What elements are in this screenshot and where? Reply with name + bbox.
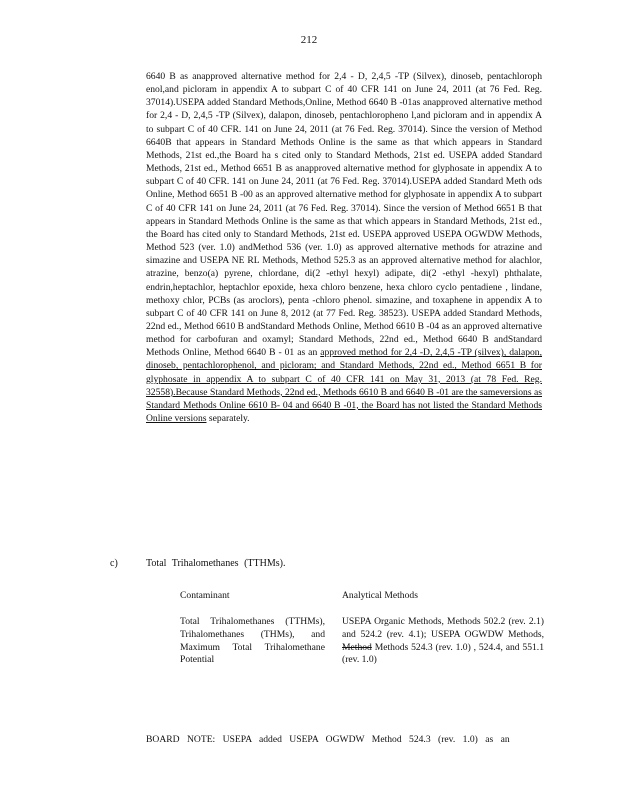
table-header-contaminant: Contaminant xyxy=(180,590,230,601)
methods-text-before: USEPA Organic Methods, Methods 502.2 (rev. 2.1) and 524.2 (rev. 4.1); USEPA OGWDW Methods, xyxy=(342,616,544,640)
note-tail-text: separately. xyxy=(208,413,250,425)
note-underlined-text: approved method for 2,4 -D, 2,4,5 -TP (silvex), dalapon, dinoseb, pentachlorophenol, and picloram; and Standard Methods, 22nd ed., Method 6651 B for glyphosate in appendix A to subpart C of 40 CFR 141 on May 31, 2013 (at 78 Fed. Reg. 32558).Because Standard Methods, 22nd ed., Methods 6610 B and 6640 B -01 are the sameversions as Standard Methods Online 6610 B- 04 and 6640 B -01, the Board has not listed the Standard Methods Online versions xyxy=(146,347,543,425)
board-note-line: BOARD NOTE: USEPA added USEPA OGWDW Method 524.3 (rev. 1.0) as an xyxy=(146,734,510,745)
table-header-methods: Analytical Methods xyxy=(342,590,418,601)
methods-text-after: Methods 524.3 (rev. 1.0) , 524.4, and 551.1 (rev. 1.0) xyxy=(342,641,544,666)
board-note-paragraph xyxy=(146,70,542,425)
note-plain-text: 6640 B as anapproved alternative method for 2,4 - D, 2,4,5 -TP (Silvex), dinoseb, pentachloroph enol,and picloram in appendix A to subpart C of 40 CFR 141 on June 24, 2011 (at 76 Fed. Reg. 37014).USEPA added Standard Methods,Online, Method 6640 B -01as anapproved alternative method for 2,4 - D, 2,4,5 -TP (Silvex), dalapon, dinoseb, pentachloropheno l,and picloram and in appendix A to subpart C of 40 CFR. 141 on June 24, 2011 (at 76 Fed. Reg. 37014). Since the version of Method 6640B that appears in Standard Methods Online is the same as that which appears in Standard Methods, 21st ed.,the Board ha s cited only to Standard Methods, 21st ed. USEPA added Standard Methods, 21st ed., Method 6651 B as anapproved alternative method for glyphosate in appendix A to subpart C of 40 CFR. 141 on June 24, 2011 (at 76 Fed. Reg. 37014).USEPA added Standard Meth ods Online, Method 6651 B -00 as an approved alternative method for glyphosate in appendix A to subpart C of 40 CFR 141 on June 24, 2011 (at 76 Fed. Reg. 37014). Since the version of Method 6651 B that appears in Standard Methods Online is the same as that which appears in Standard Methods, 21st ed., the Board has cited only to Standard Methods, 21st ed. USEPA approved USEPA OGWDW Methods, Method 523 (ver. 1.0) andMethod 536 (ver. 1.0) as approved alternative methods for atrazine and simazine and USEPA NE RL Methods, Method 525.3 as an approved alternative method for alachlor, atrazine, benzo(a) pyrene, chlordane, di(2 -ethyl hexyl) adipate, di(2 -ethyl -hexyl) phthalate, endrin,heptachlor, heptachlor epoxide, hexa chloro benzene, hexa chloro cyclo pentadiene , lindane, methoxy chlor, PCBs (as aroclors), penta -chloro phenol. simazine, and toxaphene in appendix A to subpart C of 40 CFR 141 on June 8, 2012 (at 77 Fed. Reg. 38523). USEPA added Standard Methods, 22nd ed., Method 6610 B andStandard Methods Online, Method 6610 B -04 as an approved alternative method for carbofuran and oxamyl; Standard Methods, 22nd ed., Method 6640 B andStandard Methods Online, Method 6640 B - 01 as an xyxy=(146,71,542,359)
methods-struck-text: Method xyxy=(342,641,372,653)
page-number: 212 xyxy=(300,34,318,46)
table-cell-methods xyxy=(342,616,544,667)
section-title: Total Trihalomethanes (TTHMs). xyxy=(146,558,286,569)
section-letter: c) xyxy=(110,558,118,569)
table-cell-contaminant: Total Trihalomethanes (TTHMs), Trihalomethanes (THMs), and Maximum Total Trihalomethane Potential xyxy=(180,616,325,666)
